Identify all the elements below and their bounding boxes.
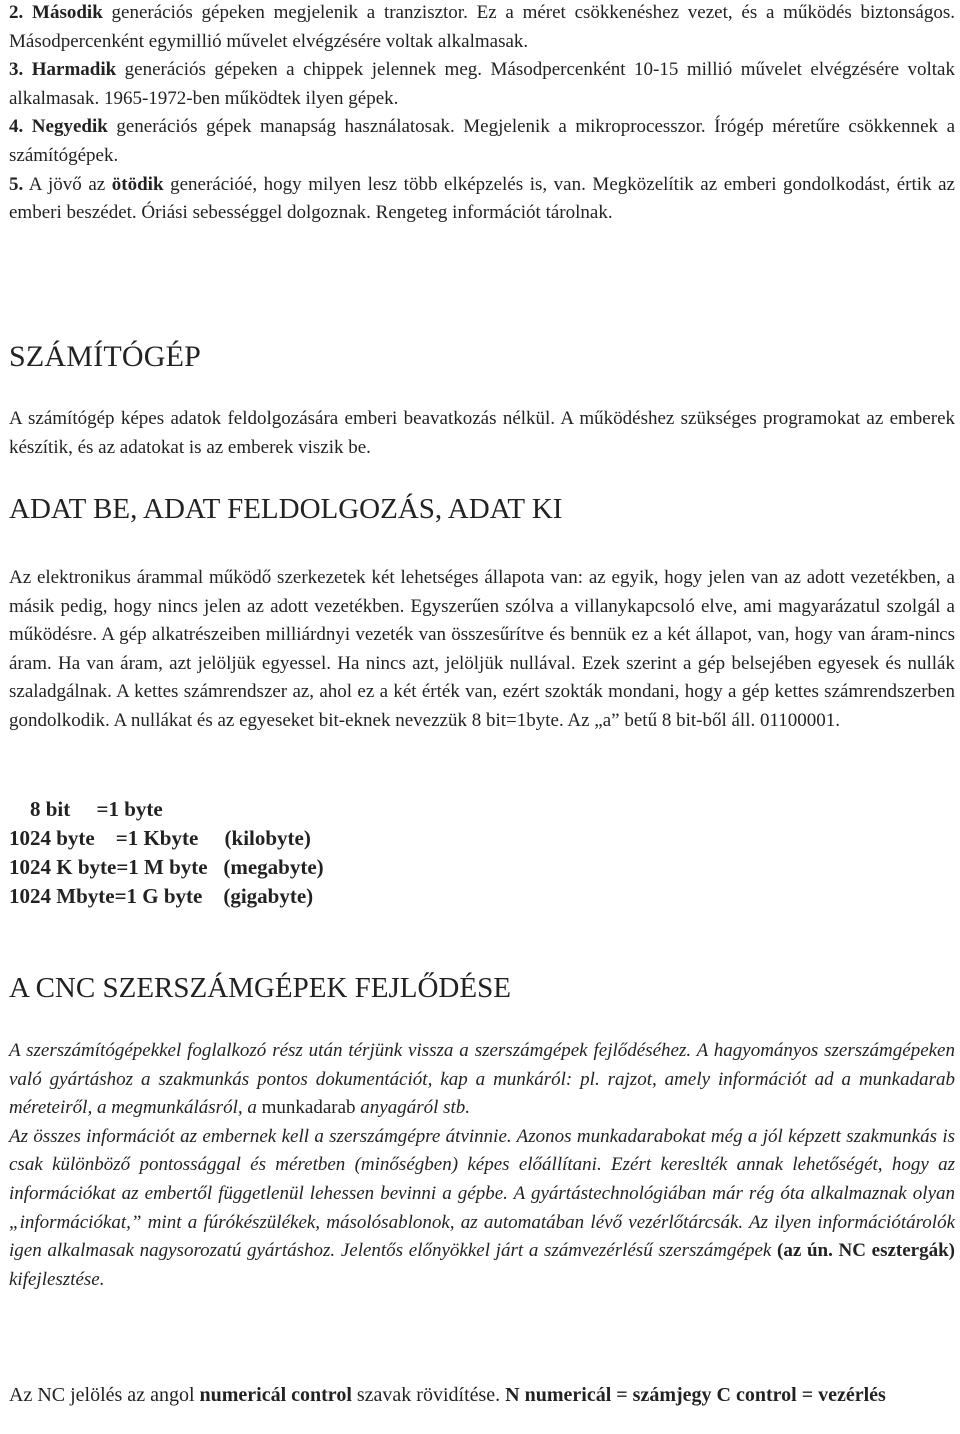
- list-text: generációs gépeken megjelenik a tranzisztor. Ez a méret csökkenéshez vezet, és a működés biztonságos. Másodpercenként egymillió művelet elvégzésére voltak alkalmasak.: [9, 2, 955, 52]
- list-text: generációs gépeken a chippek jelennek meg. Másodpercenként 10-15 millió művelet elvégzésére voltak alkalmasak. 1965-1972-ben működtek ilyen gépek.: [9, 59, 955, 109]
- text: numericál control: [199, 1384, 352, 1406]
- unit-line: 1024 K byte=1 M byte (megabyte): [9, 855, 324, 879]
- paragraph: [9, 1123, 955, 1295]
- list-number: 3.: [9, 59, 24, 81]
- text: szavak rövidítése.: [351, 1384, 506, 1406]
- list-item-3: [9, 56, 955, 113]
- section-heading-cnc: A CNC SZERSZÁMGÉPEK FEJLŐDÉSE: [9, 972, 511, 1004]
- list-keyword: ötödik: [111, 173, 164, 195]
- unit-line: 1024 byte =1 Kbyte (kilobyte): [9, 826, 311, 850]
- unit-line: 8 bit =1 byte: [9, 797, 163, 821]
- section-heading-szamitogep: SZÁMÍTÓGÉP: [9, 340, 202, 373]
- text: Az NC jelölés az angol: [9, 1384, 200, 1406]
- list-keyword: Második: [32, 2, 103, 23]
- nc-definition: [9, 1381, 955, 1410]
- list-number: 5.: [9, 173, 24, 195]
- text: kifejlesztése.: [9, 1268, 105, 1290]
- paragraph: A számítógép képes adatok feldolgozására emberi beavatkozás nélkül. A működéshez szükséges programokat az emberek készítik, és az adatokat is az emberek viszik be.: [9, 408, 955, 458]
- list-number: 4.: [9, 116, 24, 138]
- list-number: 2.: [9, 2, 24, 23]
- list-item-4: [9, 113, 955, 170]
- unit-line: 1024 Mbyte=1 G byte (gigabyte): [9, 884, 314, 908]
- section-body-szamitogep: [9, 405, 955, 462]
- section-body-adat: [9, 564, 955, 736]
- list-item-2: [9, 0, 955, 56]
- list-text: generációé, hogy milyen lesz több elképzelés is, van. Megközelítik az emberi gondolkodást, értik az emberi beszédet. Óriási sebességgel dolgoznak. Rengeteg információt tárolnak.: [9, 173, 955, 224]
- paragraph: [9, 1037, 955, 1123]
- text: N numericál = számjegy C control = vezérlés: [505, 1384, 886, 1406]
- section-heading-adat: ADAT BE, ADAT FELDOLGOZÁS, ADAT KI: [9, 493, 563, 525]
- generation-list: [9, 0, 955, 228]
- list-text-pre: A jövő az: [23, 173, 112, 195]
- list-item-5: [9, 171, 955, 228]
- list-keyword: Negyedik: [31, 116, 108, 138]
- text: munkadarab: [261, 1097, 356, 1119]
- text: anyagáról stb.: [355, 1097, 471, 1119]
- section-body-cnc: [9, 1037, 955, 1294]
- paragraph: Az elektronikus árammal működő szerkezetek két lehetséges állapota van: az egyik, hogy jelen van az adott vezetékben, a másik pedig, hogy nincs jelen az adott vezetékben. Egyszerűen szólva a villanykapcsoló elve, ami magyarázatul szolgál a működésre. A gép alkatrészeiben milliárdnyi vezeték van összesűrítve és bennük ez a két állapot, van, hogy van áram-nincs áram. Ha van áram, azt jelöljük egyessel. Ha nincs azt, jelöljük nullával. Ezek szerint a gép belsejében egyesek és nullák szaladgálnak. A kettes számrendszer az, ahol ez a két érték van, ezért szokták mondani, hogy a gép kettes számrendszerben gondolkodik. A nullákat és az egyeseket bit-eknek nevezzük 8 bit=1byte. Az „a” betű 8 bit-ből áll. 01100001.: [9, 567, 955, 731]
- text: (az ún. NC esztergák): [777, 1240, 955, 1262]
- text: A szerszámítógépekkel foglalkozó rész után térjünk vissza a szerszámgépek fejlődéséhez. A hagyományos szerszámgépeken való gyártáshoz a szakmunkás pontos dokumentációt, kap a munkáról: pl. rajzot, amely információt ad a munkadarab méreteiről, a megmunkálásról, a: [9, 1040, 955, 1119]
- text: Az összes információt az embernek kell a szerszámgépre átvinnie. Azonos munkadarabokat még a jól képzett szakmunkás is csak különböző pontossággal és méretben (minőségben) képes előállítani. Ezért kereslték annak lehetőségét, hogy az információkat az embertől függetlenül lehessen bevinni a gépbe. A gyártástechnológiában már rég óta alkalmaznak olyan „információkat,” mint a fúrókészülékek, másolósablonok, az automatában lévő vezérlőtárcsák. Az ilyen információtárolók igen alkalmasak nagysorozatú gyártáshoz. Jelentős előnyökkel járt a számvezérlésű szerszámgépek: [9, 1125, 955, 1262]
- list-text: generációs gépek manapság használatosak. Megjelenik a mikroprocesszor. Írógép méretűre csökkennek a számítógépek.: [9, 116, 956, 166]
- list-keyword: Harmadik: [31, 59, 117, 81]
- paragraph: [9, 1381, 955, 1410]
